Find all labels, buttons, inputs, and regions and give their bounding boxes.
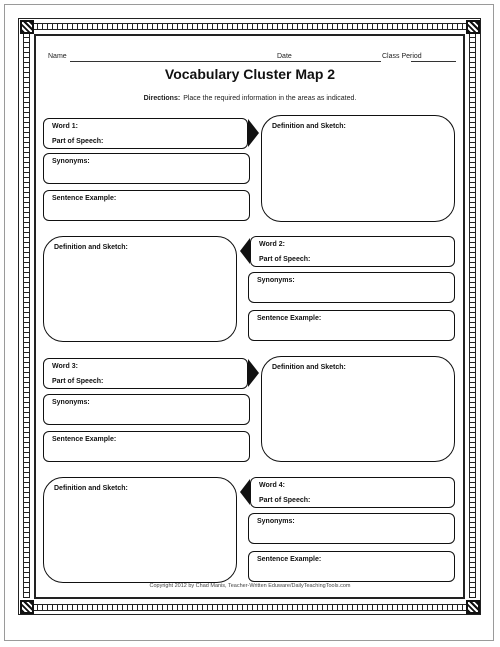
word-4-definition-box[interactable] — [43, 477, 237, 583]
date-label: Date — [277, 53, 292, 60]
word-3-pointer-arrow — [248, 359, 259, 387]
word-1-definition-label: Definition and Sketch: — [272, 123, 346, 130]
word-2-part-of-speech-label: Part of Speech: — [259, 256, 311, 263]
directions-label: Directions: — [143, 95, 181, 102]
word-1-synonyms-label: Synonyms: — [52, 158, 90, 165]
word-3-definition-label: Definition and Sketch: — [272, 364, 346, 371]
corner-ornament-bottom-right — [466, 600, 480, 614]
word-1-pointer-arrow — [248, 119, 259, 147]
word-1-label: Word 1: — [52, 123, 78, 130]
word-1-part-of-speech-label: Part of Speech: — [52, 138, 104, 145]
directions-text: Place the required information in the areas as indicated. — [183, 95, 357, 102]
word-2-sentence-label: Sentence Example: — [257, 315, 322, 322]
word-3-synonyms-label: Synonyms: — [52, 399, 90, 406]
word-2-sentence-box[interactable] — [248, 310, 455, 341]
directions — [0, 95, 500, 102]
word-4-synonyms-label: Synonyms: — [257, 518, 295, 525]
word-3-label: Word 3: — [52, 363, 78, 370]
word-4-box[interactable] — [250, 477, 455, 508]
word-3-box[interactable] — [43, 358, 248, 389]
right-border-strip — [469, 32, 476, 598]
copyright-notice: Copyright 2012 by Chad Manis, Teacher-Written Eduware/DailyTeachingTools.com — [149, 583, 351, 589]
word-1-sentence-label: Sentence Example: — [52, 195, 117, 202]
class-period-field[interactable] — [411, 61, 456, 62]
word-3-sentence-label: Sentence Example: — [52, 436, 117, 443]
word-1-sentence-box[interactable] — [43, 190, 250, 221]
word-2-synonyms-box[interactable] — [248, 272, 455, 303]
name-field[interactable] — [70, 61, 322, 62]
name-label: Name — [48, 53, 67, 60]
corner-ornament-top-right — [466, 20, 480, 34]
word-3-part-of-speech-label: Part of Speech: — [52, 378, 104, 385]
word-3-definition-box[interactable] — [261, 356, 455, 462]
word-4-sentence-box[interactable] — [248, 551, 455, 582]
word-3-sentence-box[interactable] — [43, 431, 250, 462]
corner-ornament-top-left — [20, 20, 34, 34]
page-title: Vocabulary Cluster Map 2 — [164, 66, 336, 82]
top-border-strip — [32, 23, 468, 30]
word-4-definition-label: Definition and Sketch: — [54, 485, 128, 492]
word-4-part-of-speech-label: Part of Speech: — [259, 497, 311, 504]
word-4-pointer-arrow — [240, 479, 250, 505]
corner-ornament-bottom-left — [20, 600, 34, 614]
word-4-synonyms-box[interactable] — [248, 513, 455, 544]
word-2-synonyms-label: Synonyms: — [257, 277, 295, 284]
word-2-definition-label: Definition and Sketch: — [54, 244, 128, 251]
word-4-label: Word 4: — [259, 482, 285, 489]
bottom-border-strip — [32, 604, 468, 611]
word-1-box[interactable] — [43, 118, 248, 149]
word-2-box[interactable] — [250, 236, 455, 267]
word-1-synonyms-box[interactable] — [43, 153, 250, 184]
header-line — [48, 53, 456, 65]
date-field[interactable] — [293, 61, 381, 62]
word-2-pointer-arrow — [240, 238, 250, 264]
word-1-definition-box[interactable] — [261, 115, 455, 222]
word-4-sentence-label: Sentence Example: — [257, 556, 322, 563]
word-2-label: Word 2: — [259, 241, 285, 248]
word-3-synonyms-box[interactable] — [43, 394, 250, 425]
left-border-strip — [23, 32, 30, 598]
word-2-definition-box[interactable] — [43, 236, 237, 342]
class-period-label: Class Period — [382, 53, 422, 60]
